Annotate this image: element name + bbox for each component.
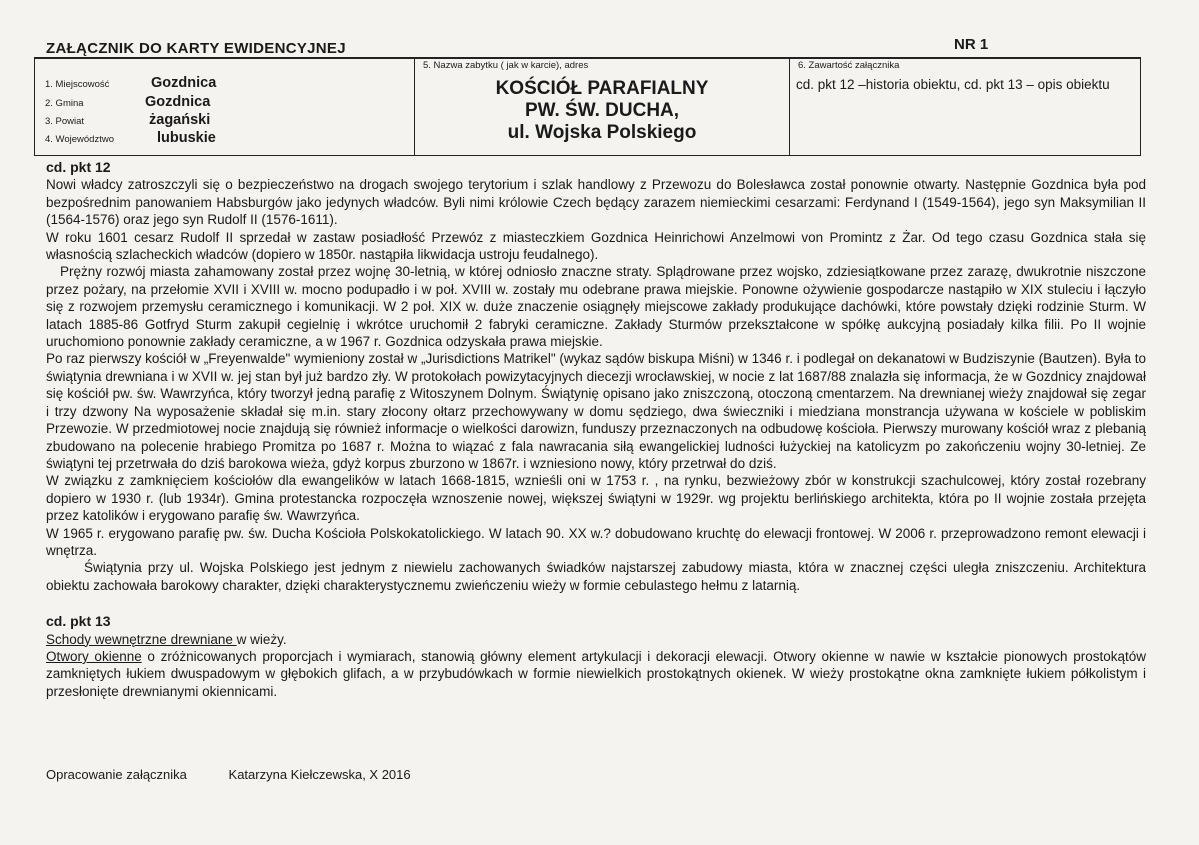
monument-address: ul. Wojska Polskiego <box>507 122 697 143</box>
footer-label: Opracowanie załącznika <box>46 767 187 782</box>
monument-field-label: 5. Nazwa zabytku ( jak w karcie), adres <box>423 60 589 71</box>
paragraph: W roku 1601 cesarz Rudolf II sprzedał w zastaw posiadłość Przewóz z miasteczkiem Gozdnica Heinrichowi Anzelmowi von Promintz z Żar. Od tego czasu Gozdnica stała się własnością szlacheckich władców (dopiero w 1850r. nastąpiła likwidacja ustroju feudalnego). <box>46 229 1146 263</box>
monument-name-line: PW. ŚW. DUCHA, <box>524 100 680 121</box>
stairs-text: w wieży. <box>236 631 287 647</box>
section-13-title: cd. pkt 13 <box>46 613 111 630</box>
contents-box <box>789 58 1141 156</box>
location-label: 2. Gmina <box>45 98 84 109</box>
windows-label: Otwory okienne <box>46 648 142 664</box>
location-label: 3. Powiat <box>45 116 85 127</box>
location-box <box>34 58 415 156</box>
paragraph: W 1965 r. erygowano parafię pw. św. Ducha Kościoła Polskokatolickiego. W latach 90. XX w.? dobudowano kruchtę do elewacji frontowej. W 2006 r. przeprowadzono remont elewacji i wnętrza. <box>46 525 1146 558</box>
paragraph-stairs <box>46 631 1146 648</box>
location-value: Gozdnica <box>145 94 211 110</box>
paragraph: Świątynia przy ul. Wojska Polskiego jest jednym z niewielu zachowanych świadków najstarszej zabudowy miasta, która w znacznej części uległa zniszczeniu. Architektura obiektu zachowała barokowy charakter, dzięki charakterystycznemu zwieńczeniu wieży w formie cebulastego hełmu z latarnią. <box>46 560 1146 593</box>
windows-text: o zróżnicowanych proporcjach i wymiarach, stanowią główny element artykulacji i dekoracji elewacji. Otwory okienne w nawie w kształcie pionowych prostokątów zamkniętych łukiem dwuspadowym w głębokich glifach, a w przybudówkach w formie niewielkich prostokątnych okienek. W wieży prostokątne okna zamknięte łukiem półkolistym i przesłonięte drewnianymi okiennicami. <box>46 648 1147 699</box>
paragraph-windows <box>46 648 1146 700</box>
monument-box <box>414 58 790 156</box>
page-title: ZAŁĄCZNIK DO KARTY EWIDENCYJNEJ <box>46 40 346 57</box>
paragraph: Prężny rozwój miasta zahamowany został przez wojnę 30-letnią, w której odniosło znaczne straty. Splądrowane przez wojsko, zdziesiątkowane przez zarazę, dwukrotnie niszczone przez pożary, na przełomie XVII i XVIII w. mocno podupadło i w poł. XVIII w. zostały mu odebrane prawa miejskie. Ponowne ożywienie gospodarcze nastąpiło w XIX stuleciu i łączyło się z rozwojem przemysłu ceramicznego i komunikacji. W 2 poł. XIX w. duże znaczenie osiągnęły miejscowe zakłady produkujące dachówki, które powstały dzięki rodzinie Sturm. W latach 1885-86 Gotfryd Sturm zakupił cegielnię i wkrótce uruchomił 2 fabryki ceramiczne. Zakłady Sturmów przekształcone w spółkę aukcyjną posiadały kilka filii. Po II wojnie uruchomiono ponownie zakłady ceramiczne, a w 1967 r. Gozdnica odzyskała prawa miejskie. <box>46 264 1146 350</box>
location-label: 1. Miejscowość <box>45 79 110 90</box>
section-12-title: cd. pkt 12 <box>46 159 111 175</box>
contents-field-label: 6. Zawartość załącznika <box>798 60 900 71</box>
location-value: Gozdnica <box>151 75 217 91</box>
stairs-label: Schody wewnętrzne drewniane <box>46 631 237 647</box>
location-value: lubuskie <box>157 130 216 146</box>
paragraph: Nowi władcy zatroszczyli się o bezpieczeństwo na drogach swojego terytorium i szlak handlowy z Przewozu do Bolesławca został ponownie otwarty. Następnie Gozdnica była pod bezpośrednim panowaniem Habsburgów jako jedynych władców. Byli nimi królowie Czech będący zarazem niemieckimi cesarzami: Ferdynand I (1549-1564), jego syn Maksymilian II (1564-1576) oraz jego syn Rudolf II (1576-1611). <box>46 177 1146 228</box>
attachment-number: NR 1 <box>954 36 989 53</box>
paragraph: W związku z zamknięciem kościołów dla ewangelików w latach 1668-1815, wznieśli oni w 1753 r. , na rynku, bezwieżowy zbór w konstrukcji szachulcowej, który został rozebrany dopiero w 1930 r. (lub 1934r). Gmina protestancka rozpoczęła wznoszenie nowej, większej świątyni w 1929r. wg projektu berlińskiego architekta, która po II wojnie została przejęta przez katolików i erygowano parafię św. Wawrzyńca. <box>46 473 1146 524</box>
monument-name-line: KOŚCIÓŁ PARAFIALNY <box>495 78 709 99</box>
footer <box>46 767 411 782</box>
monument-name <box>415 78 789 144</box>
footer-author: Katarzyna Kiełczewska, X 2016 <box>228 767 411 782</box>
main-content <box>46 159 1146 700</box>
contents-text: cd. pkt 12 –historia obiektu, cd. pkt 13 – opis obiektu <box>796 77 1110 92</box>
location-label: 4. Województwo <box>45 134 114 145</box>
location-value: żagański <box>149 112 211 128</box>
paragraph: Po raz pierwszy kościół w „Freyenwalde" wymieniony został w „Jurisdictions Matrikel" (wykaz sądów biskupa Miśni) w 1346 r. i podlegał on dekanatowi w Budziszynie (Bautzen). Była to świątynia drewniana i w XVII w. jej stan był już bardzo zły. W protokołach powizytacyjnych diecezji wrocławskiej, w nocie z lat 1687/88 znalazła się informacja, że w Gozdnicy znajdował się kościół pw. św. Wawrzyńca, który tworzył jedną parafię z Witoszynem Dolnym. Świątynię opisano jako zniszczoną, otoczoną cmentarzem. Na drewnianej wieży znajdował się zegar i trzy dzwony Na wyposażenie składał się m.in. stary złocony ołtarz przechowywany w domu sędziego, dwa świeczniki i miedziana monstrancja używana w kościele w pobliskim Przewozie. W przedmiotowej nocie znajdują się również informacje o wielkości darowizn, funduszy przeznaczonych na odbudowę kościoła. Pierwszy murowany kościół wraz z plebanią zbudowano na polecenie hrabiego Promitza po 1687 r. Można to wiązać z fala nawracania siłą ewangelickiej ludności łużyckiej na katolicyzm po zakończeniu wojny 30-letniej. Ze świątyni tej przetrwała do dziś barokowa wieża, gdyż korpus zburzono w 1867r. i wzniesiono nowy, który przetrwał do dziś. <box>46 351 1146 471</box>
